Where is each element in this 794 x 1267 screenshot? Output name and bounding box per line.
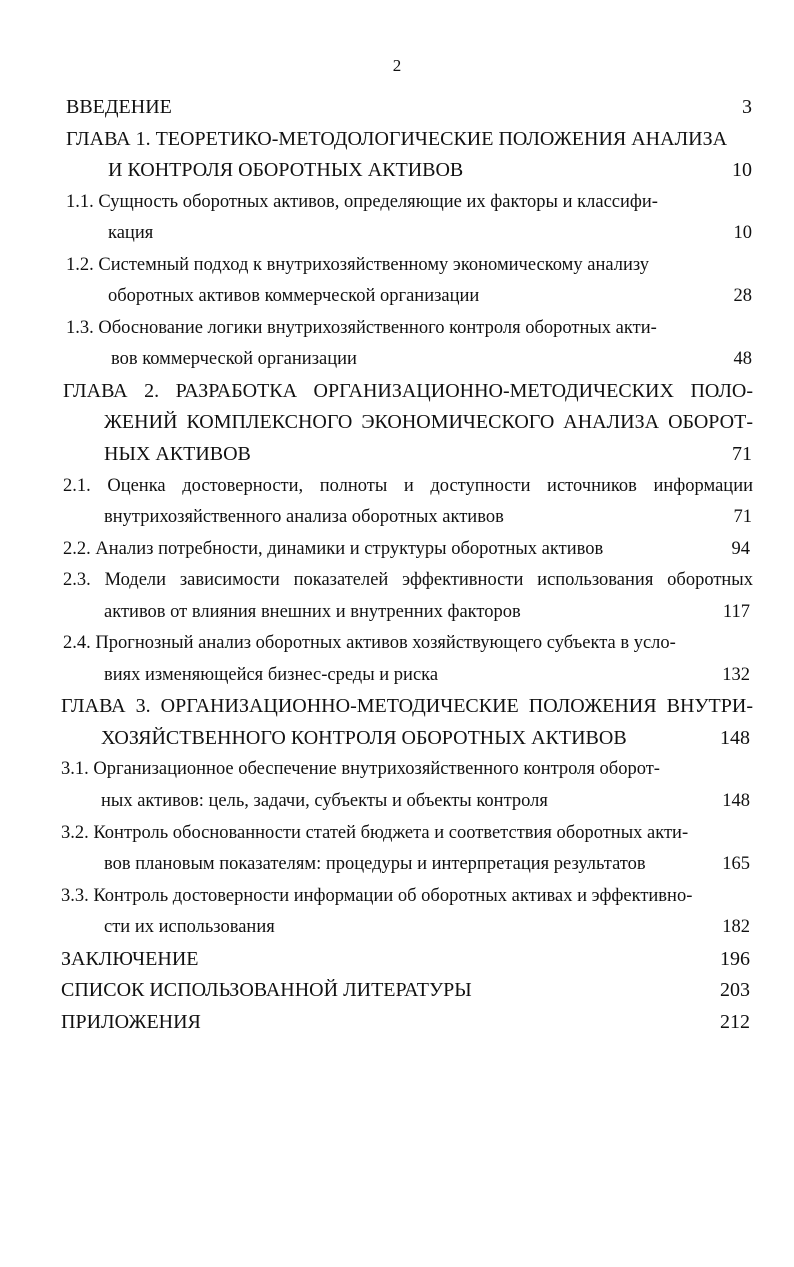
toc-entry-title-continued: оборотных активов коммерческой организации	[108, 286, 480, 307]
toc-entry-title-continued: виях изменяющейся бизнес-среды и риска	[104, 664, 439, 685]
toc-entry-conclusion[interactable]	[0, 944, 794, 976]
toc-entry-title: СПИСОК ИСПОЛЬЗОВАННОЙ ЛИТЕРАТУРЫ	[61, 979, 472, 1002]
toc-entry-title-continued: ЖЕНИЙ КОМПЛЕКСНОГО ЭКОНОМИЧЕСКОГО АНАЛИЗА ОБОРОТ-	[104, 411, 753, 434]
toc-entry-title-continued: вов плановым показателям: процедуры и интерпретация результатов	[104, 854, 646, 875]
toc-entry-title-continued: внутрихозяйственного анализа оборотных активов	[104, 507, 504, 528]
toc-entry-title: 1.3. Обоснование логики внутрихозяйственного контроля оборотных акти-	[66, 317, 657, 338]
toc-entry-page: 165	[722, 854, 750, 875]
toc-entry-page: 117	[722, 601, 750, 622]
toc-section-1-2-line-1[interactable]	[0, 250, 794, 282]
page-number: 2	[392, 56, 402, 75]
toc-entry-page: 148	[722, 791, 750, 812]
toc-entry-title: ВВЕДЕНИЕ	[66, 96, 172, 118]
toc-entry-page: 48	[733, 349, 752, 370]
toc-section-3-1-line-1[interactable]	[0, 754, 794, 786]
toc-section-3-3-line-1[interactable]	[0, 881, 794, 913]
toc-section-2-1-line-2[interactable]	[0, 502, 794, 534]
toc-entry-title-continued: НЫХ АКТИВОВ	[104, 443, 251, 466]
toc-section-2-1-line-1[interactable]	[0, 471, 794, 503]
toc-entry-title: 3.1. Организационное обеспечение внутрихозяйственного контроля оборот-	[61, 759, 660, 780]
toc-entry-references[interactable]	[0, 975, 794, 1007]
toc-entry-page: 28	[733, 286, 752, 307]
toc-chapter-1-line-1[interactable]	[0, 124, 794, 156]
toc-entry-title-continued: сти их использования	[104, 917, 275, 938]
toc-entry-page: 132	[722, 664, 750, 685]
toc-entry-title: 1.2. Системный подход к внутрихозяйственному экономическому анализу	[66, 254, 650, 275]
toc-chapter-3-line-2[interactable]	[0, 723, 794, 755]
toc-entry-title-continued: кация	[108, 223, 154, 244]
toc-section-1-3-line-2[interactable]	[0, 344, 794, 376]
toc-entry-page: 148	[720, 726, 750, 749]
toc-entry-title: 3.3. Контроль достоверности информации об оборотных активах и эффективно-	[61, 885, 693, 906]
toc-chapter-2-line-3[interactable]	[0, 439, 794, 471]
toc-entry-page: 71	[733, 507, 752, 528]
toc-section-2-3-line-1[interactable]	[0, 565, 794, 597]
toc-entry-page: 182	[722, 917, 750, 938]
toc-entry-page: 94	[731, 538, 750, 559]
toc-entry-title: ГЛАВА 2. РАЗРАБОТКА ОРГАНИЗАЦИОННО-МЕТОДИЧЕСКИХ ПОЛО-	[63, 379, 753, 402]
table-of-contents	[0, 92, 794, 1038]
toc-entry-title: 2.4. Прогнозный анализ оборотных активов хозяйствующего субъекта в усло-	[63, 633, 676, 654]
toc-section-1-1-line-2[interactable]	[0, 218, 794, 250]
toc-section-1-3-line-1[interactable]	[0, 313, 794, 345]
toc-entry-page: 212	[720, 1010, 750, 1033]
toc-section-1-2-line-2[interactable]	[0, 281, 794, 313]
toc-entry-title: ЗАКЛЮЧЕНИЕ	[61, 947, 199, 970]
toc-chapter-2-line-1[interactable]	[0, 376, 794, 408]
toc-entry-appendix[interactable]	[0, 1007, 794, 1039]
toc-entry-title-continued: ХОЗЯЙСТВЕННОГО КОНТРОЛЯ ОБОРОТНЫХ АКТИВОВ	[101, 726, 627, 749]
toc-entry-title: ГЛАВА 3. ОРГАНИЗАЦИОННО-МЕТОДИЧЕСКИЕ ПОЛОЖЕНИЯ ВНУТРИ-	[61, 695, 753, 718]
toc-entry-title: 2.1. Оценка достоверности, полноты и доступности источников информации	[63, 475, 753, 496]
toc-entry-title-continued: И КОНТРОЛЯ ОБОРОТНЫХ АКТИВОВ	[108, 159, 464, 182]
toc-section-2-2-line-1[interactable]	[0, 534, 794, 566]
toc-entry-intro[interactable]	[0, 92, 794, 124]
toc-entry-title: 2.2. Анализ потребности, динамики и структуры оборотных активов	[63, 538, 604, 559]
toc-chapter-2-line-2[interactable]	[0, 407, 794, 439]
toc-section-3-2-line-1[interactable]	[0, 818, 794, 850]
toc-section-2-4-line-1[interactable]	[0, 628, 794, 660]
toc-chapter-1-line-2[interactable]	[0, 155, 794, 187]
toc-entry-title: ГЛАВА 1. ТЕОРЕТИКО-МЕТОДОЛОГИЧЕСКИЕ ПОЛОЖЕНИЯ АНАЛИЗА	[66, 127, 728, 150]
toc-section-3-3-line-2[interactable]	[0, 912, 794, 944]
toc-entry-title: 3.2. Контроль обоснованности статей бюджета и соответствия оборотных акти-	[61, 822, 689, 843]
toc-entry-page: 203	[720, 979, 750, 1002]
toc-section-3-2-line-2[interactable]	[0, 849, 794, 881]
toc-entry-page: 71	[732, 443, 752, 466]
toc-entry-title: ПРИЛОЖЕНИЯ	[61, 1010, 201, 1033]
toc-entry-title: 1.1. Сущность оборотных активов, определяющие их факторы и классифи-	[66, 191, 658, 212]
toc-entry-page: 10	[732, 159, 752, 182]
toc-entry-page: 10	[733, 223, 752, 244]
toc-entry-page: 196	[720, 947, 750, 970]
toc-entry-page: 3	[742, 96, 752, 118]
toc-section-1-1-line-1[interactable]	[0, 187, 794, 219]
toc-entry-title-continued: активов от влияния внешних и внутренних факторов	[104, 601, 521, 622]
toc-section-3-1-line-2[interactable]	[0, 786, 794, 818]
toc-entry-title-continued: вов коммерческой организации	[111, 349, 357, 370]
toc-section-2-4-line-2[interactable]	[0, 660, 794, 692]
toc-entry-title-continued: ных активов: цель, задачи, субъекты и объекты контроля	[101, 791, 548, 812]
toc-section-2-3-line-2[interactable]	[0, 597, 794, 629]
toc-chapter-3-line-1[interactable]	[0, 691, 794, 723]
toc-entry-title: 2.3. Модели зависимости показателей эффективности использования оборотных	[63, 570, 753, 591]
